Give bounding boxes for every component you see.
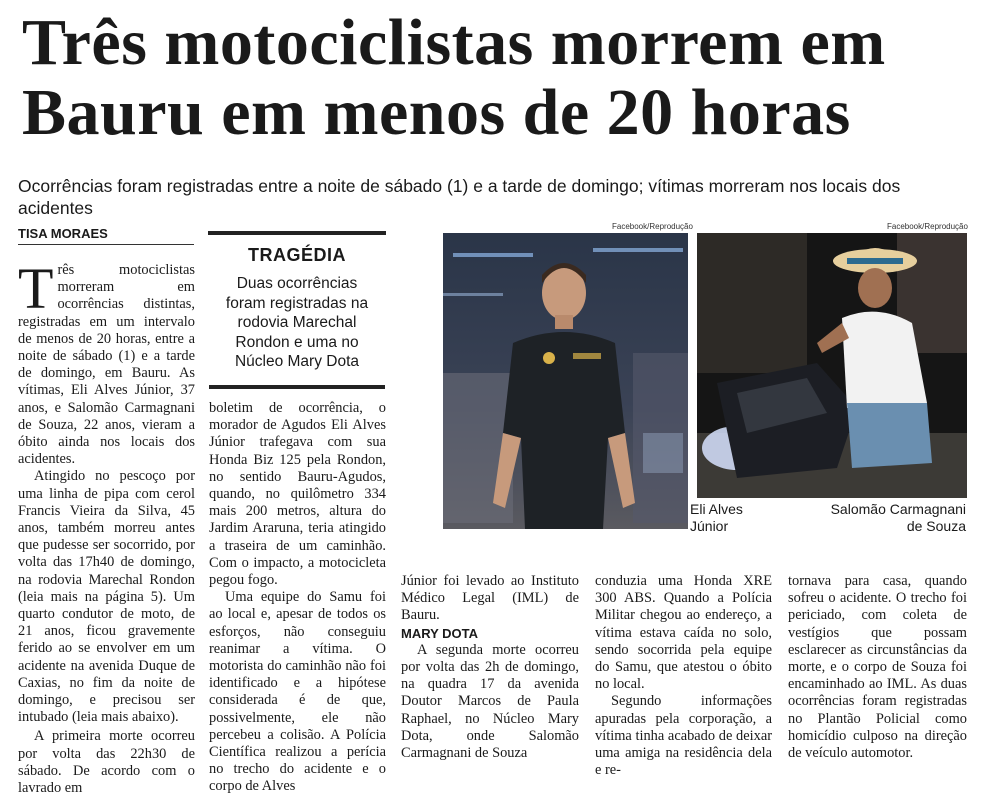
byline: TISA MORAES: [18, 226, 194, 245]
article-paragraph: Três motociclistas morreram em ocorrências distintas, registradas em um intervalo de menos de 20 horas, entre a noite de sábado (1) e a tarde de domingo, em Bauru. As vítimas, Eli Alves Júnior, 37 anos, e Salomão Carmagnani de Souza, 22 anos, vieram a óbito ainda nos locais dos acidentes.: [18, 256, 195, 468]
callout-box: [209, 231, 385, 389]
callout-title: TRAGÉDIA: [248, 245, 346, 265]
callout-corner-left: [208, 231, 226, 249]
photo-illustration: [697, 233, 967, 498]
article-column-1: [18, 256, 195, 797]
article-column-5: [788, 573, 967, 762]
article-column-3: [401, 573, 579, 762]
article-paragraph: boletim de ocorrência, o morador de Agudos Eli Alves Júnior trafegava com sua Honda Biz 125 pela Rondon, no sentido Bauru-Agudos, quando, no quilômetro 334 mais 200 metros, altura do Jardim Araruna, teria atingido a traseira de um caminhão. Com o impacto, a motocicleta pegou fogo.: [209, 400, 386, 589]
callout-corner-right: [368, 231, 386, 249]
drop-cap: T: [18, 256, 54, 321]
article-column-2: [209, 400, 386, 796]
article-paragraph: conduzia uma Honda XRE 300 ABS. Quando a Polícia Militar chegou ao endereço, a vítima estava caída no solo, sendo socorrida pela equipe do Samu, que atestou o óbito no local.: [595, 573, 772, 693]
callout-text: Duas ocorrências foram registradas na rodovia Marechal Rondon e uma no Núcleo Mary Dota: [225, 275, 369, 370]
photo-eli-alves-junior: [443, 233, 688, 529]
article-paragraph: Júnior foi levado ao Instituto Médico Legal (IML) de Bauru.: [401, 573, 579, 624]
photo-illustration: [443, 233, 688, 529]
headline: Três motociclistas morrem em Bauru em menos de 20 horas: [22, 6, 886, 149]
photo-caption: Salomão Carmagnani de Souza: [830, 501, 966, 534]
photo-caption: Eli Alves Júnior: [690, 501, 743, 534]
article-paragraph: Uma equipe do Samu foi ao local e, apesar de todos os esforços, não conseguiu reanimar a vítima. O motorista do caminhão não foi identificado e a hipótese considerada é de que, possivelmente, ele não percebeu a colisão. A Polícia Científica realizou a perícia no trecho do acidente e o corpo de Alves: [209, 589, 386, 795]
article-column-4: [595, 573, 772, 779]
section-title: MARY DOTA: [401, 625, 479, 641]
article-paragraph: A segunda morte ocorreu por volta das 2h de domingo, na quadra 17 da avenida Doutor Marcos de Paula Raphael, no Núcleo Mary Dota, onde Salomão Carmagnani de Souza: [401, 641, 579, 762]
article-paragraph: Segundo informações apuradas pela corporação, a vítima tinha acabado de deixar uma amiga na residência dela e re-: [595, 693, 772, 779]
subheadline: Ocorrências foram registradas entre a noite de sábado (1) e a tarde de domingo; vítimas morreram nos locais dos acidentes: [18, 176, 901, 218]
photo-credit: Facebook/Reprodução: [887, 222, 968, 231]
article-paragraph: Atingido no pescoço por uma linha de pipa com cerol Francis Vieira da Silva, 45 anos, também morreu antes que pudesse ser socorrido, por volta das 17h40 de domingo, na rodovia Marechal Rondon (leia mais na página 5). Um quarto condutor de moto, de 21 anos, ficou gravemente ferido ao se envolver em um acidente na avenida Duque de Caxias, no fim da noite de domingo, e precisou ser intubado (leia mais abaixo).: [18, 468, 195, 726]
article-paragraph: tornava para casa, quando sofreu o acidente. O trecho foi periciado, com coleta de vestígios que possam esclarecer as circunstâncias da morte, e o corpo de Souza foi encaminhado ao IML. As duas ocorrências foram registradas no Plantão Policial como homicídio culposo na direção de veículo automotor.: [788, 573, 967, 762]
article-paragraph: A primeira morte ocorreu por volta das 22h30 de sábado. De acordo com o lavrado em: [18, 728, 195, 797]
photo-salomao-carmagnani: [697, 233, 967, 498]
photo-credit: Facebook/Reprodução: [612, 222, 693, 231]
